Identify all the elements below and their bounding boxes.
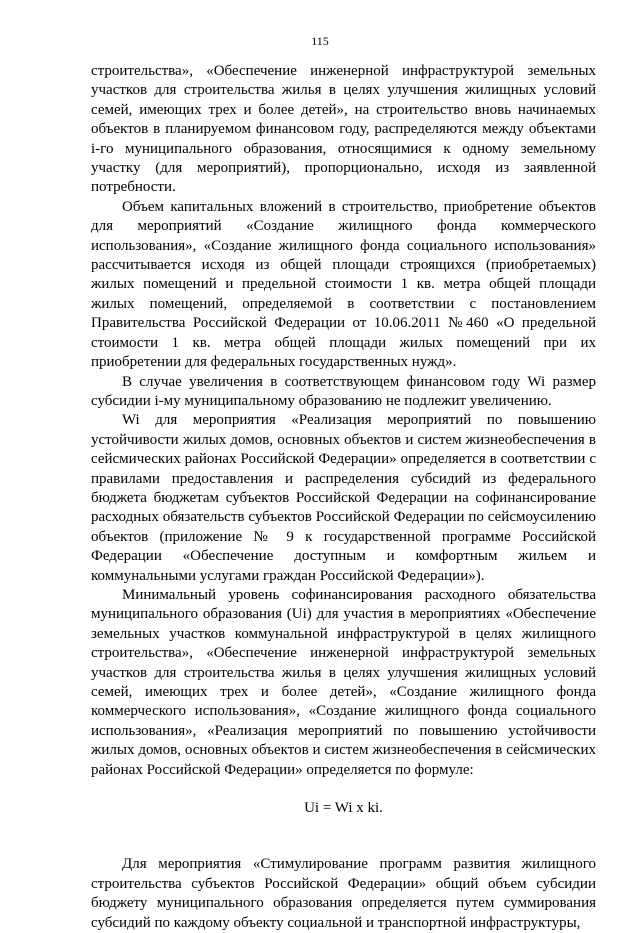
paragraph-seismic-activity: Wi для мероприятия «Реализация мероприятий по повышению устойчивости жилых домов, основных объектов и систем жизнеобеспечения в сейсмических районах Российской Федерации» определяется в соответствии с правилами предоставления и распределения субсидий из федерального бюджета бюджетам субъектов Российской Федерации на софинансирование расходных обязательств субъектов Российской Федерации по сейсмоусилению объектов (приложение № 9 к государственной программе Российской Федерации «Обеспечение доступным и комфортным жильем и коммунальными услугами граждан Российской Федерации»).: [91, 412, 596, 584]
paragraph-housing-programs: Для мероприятия «Стимулирование программ развития жилищного строительства субъектов Российской Федерации» общий объем субсидии бюджету муниципального образования определяется путем суммирования субсидий по каждому объекту социальной и транспортной инфраструктуры,: [91, 856, 596, 931]
paragraph-continuation: строительства», «Обеспечение инженерной инфраструктурой земельных участков для строительства жилья в целях улучшения жилищных условий семей, имеющих трех и более детей», на строительство вновь начинаемых объектов в планируемом финансовом году, распределяются между объектами i-го муниципального образования, относящимися к одному земельному участку (для мероприятий), пропорционально, исходя из заявленной потребности.: [91, 63, 596, 196]
paragraph-cofinancing-level: Минимальный уровень софинансирования расходного обязательства муниципального образования (Ui) для участия в мероприятиях «Обеспечение земельных участков коммунальной инфраструктурой в целях жилищного строительства», «Обеспечение инженерной инфраструктурой земельных участков для строительства жилья в целях улучшения жилищных условий семей, имеющих трех и более детей», «Создание жилищного фонда коммерческого использования», «Создание жилищного фонда социального использования», «Реализация мероприятий по повышению устойчивости жилых домов, основных объектов и систем жизнеобеспечения в сейсмических районах Российской Федерации» определяется по формуле:: [91, 586, 596, 778]
page-number: 115: [311, 34, 329, 48]
page-body: [91, 62, 596, 933]
paragraph-capital-investment: Объем капитальных вложений в строительство, приобретение объектов для мероприятий «Создание жилищного фонда коммерческого использования», «Создание жилищного фонда социального использования» рассчитывается исходя из общей площади строящихся (приобретаемых) жилых помещений и предельной стоимости 1 кв. метра общей площади жилых помещений, определяемой в соответствии с постановлением Правительства Российской Федерации от 10.06.2011 №460 «О предельной стоимости 1 кв. метра общей площади жилых помещений при их приобретении для федеральных государственных нужд».: [91, 198, 596, 371]
paragraph-subsidy-increase: В случае увеличения в соответствующем финансовом году Wi размер субсидии i-му муниципальному образованию не подлежит увеличению.: [91, 373, 596, 409]
formula: Ui = Wi x ki.: [304, 800, 383, 817]
